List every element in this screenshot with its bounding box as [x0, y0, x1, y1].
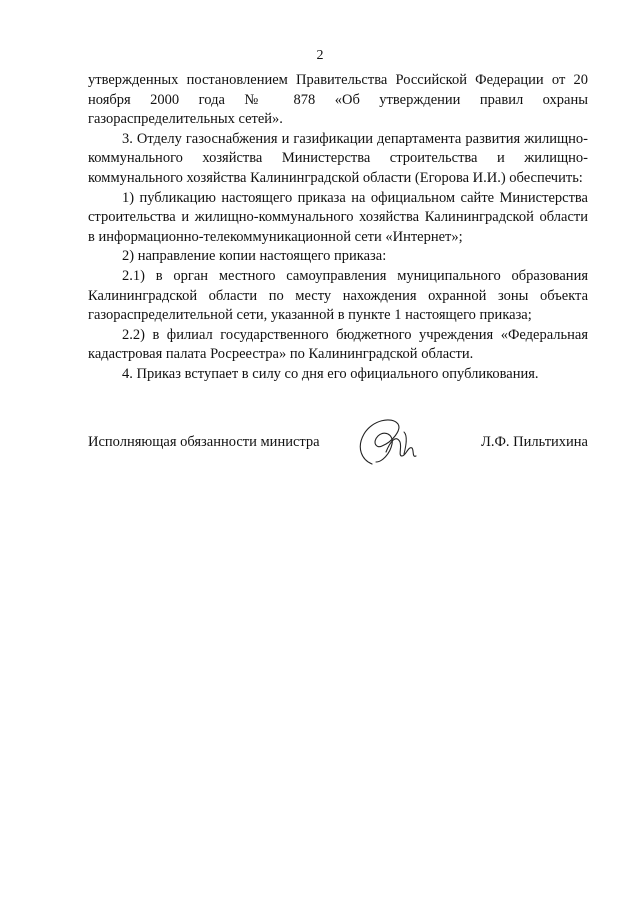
handwritten-signature	[342, 412, 426, 472]
paragraph-item-4: 4. Приказ вступает в силу со дня его официального опубликования.	[122, 365, 539, 382]
signer-title: Исполняющая обязанности министра	[88, 434, 320, 450]
paragraph-continuation: утвержденных постановлением Правительства Российской Федерации от 20 ноября 2000 года № 878 «Об утверждении правил охраны газораспределительных сетей».	[88, 72, 588, 128]
paragraph-item-3: 3. Отделу газоснабжения и газификации департамента развития жилищно-коммунального хозяйства Министерства строительства и жилищно-коммунального хозяйства Калининградской области (Егорова И.И.) обеспечить:	[88, 130, 588, 186]
paragraph-subitem-1: 1) публикацию настоящего приказа на официальном сайте Министерства строительства и жилищно-коммунального хозяйства Калининградской области в информационно-телекоммуникационной сети «Интернет»;	[88, 189, 588, 245]
paragraph-subitem-2: 2) направление копии настоящего приказа:	[122, 248, 387, 265]
page-number: 2	[316, 48, 324, 63]
paragraph-subitem-2-1: 2.1) в орган местного самоуправления муниципального образования Калининградской области по месту нахождения охранной зоны объекта газораспределительной сети, указанной в пункте 1 настоящего приказа;	[88, 267, 588, 324]
paragraph-subitem-2-2: 2.2) в филиал государственного бюджетного учреждения «Федеральная кадастровая палата Росреестра» по Калининградской области.	[88, 326, 588, 363]
signer-name: Л.Ф. Пильтихина	[481, 434, 588, 450]
signature-block	[88, 425, 588, 485]
document-body	[88, 71, 588, 385]
